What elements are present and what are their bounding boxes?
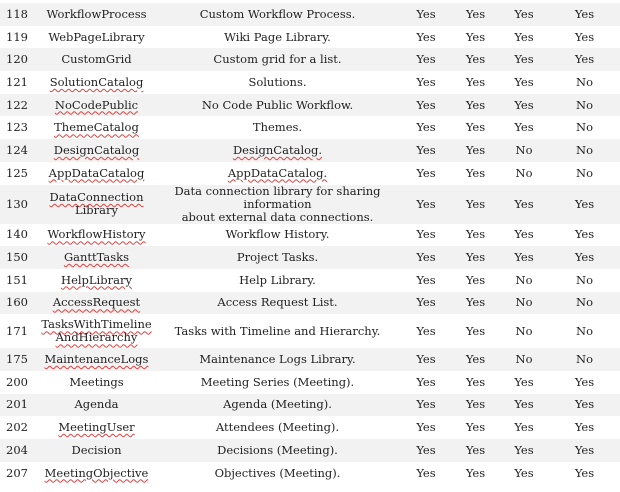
- row-flag-4: No: [576, 165, 593, 180]
- row-id: 151: [6, 272, 28, 287]
- row-description: Custom grid for a list.: [213, 52, 342, 67]
- table-row: [0, 314, 620, 348]
- row-flag-1: Yes: [416, 74, 436, 89]
- row-flag-4: Yes: [574, 227, 595, 242]
- row-flag-4: Yes: [574, 420, 595, 435]
- table-row: [0, 3, 620, 26]
- row-flag-3: Yes: [514, 227, 534, 242]
- row-flag-4: No: [576, 74, 593, 89]
- row-description: [155, 185, 400, 224]
- row-name: CustomGrid: [61, 52, 132, 67]
- row-flag-1: Yes: [416, 6, 436, 21]
- row-flag-1: Yes: [416, 196, 436, 211]
- row-description: Workflow History.: [225, 227, 330, 242]
- row-flag-1: Yes: [416, 420, 436, 435]
- row-flag-3: No: [515, 295, 533, 310]
- row-flag-2: Yes: [465, 352, 486, 367]
- row-flag-4: Yes: [574, 442, 595, 457]
- table-row: [0, 116, 620, 139]
- row-description: Meeting Series (Meeting).: [200, 374, 355, 389]
- row-flag-3: Yes: [514, 374, 534, 389]
- row-name: [38, 162, 155, 185]
- row-flag-2: Yes: [465, 165, 486, 180]
- row-name: [38, 269, 155, 292]
- row-flag-1: Yes: [416, 250, 436, 265]
- row-id: 140: [6, 227, 28, 242]
- row-description: Custom Workflow Process.: [199, 6, 356, 21]
- row-flag-4: No: [576, 142, 593, 157]
- row-name: [38, 416, 155, 439]
- row-flag-2: Yes: [465, 196, 486, 211]
- row-flag-4: No: [576, 272, 593, 287]
- row-flag-1: Yes: [416, 352, 436, 367]
- row-id: 123: [6, 120, 28, 135]
- row-name: [38, 139, 155, 162]
- row-name-text: AppDataCatalog: [48, 165, 145, 180]
- row-name: WebPageLibrary: [48, 29, 145, 44]
- row-name-text: HelpLibrary: [61, 272, 132, 287]
- row-name: [38, 224, 155, 247]
- row-name-text: DesignCatalog: [53, 142, 140, 157]
- row-name-text: ThemeCatalog: [54, 120, 139, 135]
- row-name-line-2: Library: [74, 203, 119, 217]
- row-id: 171: [6, 323, 28, 338]
- row-flag-1: Yes: [416, 465, 436, 480]
- row-name: [38, 462, 155, 485]
- row-flag-3: Yes: [514, 442, 534, 457]
- row-name: [38, 246, 155, 269]
- row-flag-1: Yes: [416, 120, 436, 135]
- table-row: [0, 439, 620, 462]
- row-flag-3: Yes: [514, 420, 534, 435]
- row-name-text: MeetingUser: [58, 420, 135, 435]
- row-flag-2: Yes: [465, 29, 486, 44]
- table-row: [0, 94, 620, 117]
- row-name-text: MaintenanceLogs: [44, 352, 149, 367]
- row-flag-4: Yes: [574, 250, 595, 265]
- row-description: Decisions (Meeting).: [217, 442, 338, 457]
- row-flag-2: Yes: [465, 465, 486, 480]
- table-row: [0, 462, 620, 485]
- table-row: [0, 292, 620, 315]
- row-id: 150: [6, 250, 28, 265]
- table-row: [0, 139, 620, 162]
- row-name: Agenda: [74, 397, 119, 412]
- row-id: 120: [6, 52, 28, 67]
- row-name-text: WorkflowHistory: [47, 227, 146, 242]
- row-flag-1: Yes: [416, 323, 436, 338]
- row-description: No Code Public Workflow.: [201, 97, 354, 112]
- row-name-text: AccessRequest: [52, 295, 141, 310]
- row-flag-3: Yes: [514, 74, 534, 89]
- row-flag-4: Yes: [574, 6, 595, 21]
- row-flag-3: Yes: [514, 465, 534, 480]
- row-id: 160: [6, 295, 28, 310]
- row-id: 124: [6, 142, 28, 157]
- row-flag-1: Yes: [416, 165, 436, 180]
- row-flag-2: Yes: [465, 397, 486, 412]
- row-name: [38, 348, 155, 371]
- row-description-line-1: Data connection library for sharing information: [174, 184, 381, 211]
- row-flag-4: No: [576, 352, 593, 367]
- row-description: Maintenance Logs Library.: [199, 352, 356, 367]
- row-flag-3: No: [515, 352, 533, 367]
- row-name-text: MeetingObjective: [44, 465, 149, 480]
- row-flag-3: Yes: [514, 52, 534, 67]
- row-name: [38, 71, 155, 94]
- row-flag-1: Yes: [416, 227, 436, 242]
- row-name-text: SolutionCatalog: [49, 74, 144, 89]
- row-flag-1: Yes: [416, 374, 436, 389]
- row-description: Tasks with Timeline and Hierarchy.: [174, 323, 381, 338]
- row-flag-1: Yes: [416, 442, 436, 457]
- row-id: 130: [6, 196, 28, 211]
- row-flag-4: Yes: [574, 465, 595, 480]
- row-flag-3: Yes: [514, 397, 534, 412]
- row-description-text: AppDataCatalog.: [227, 165, 328, 180]
- row-flag-1: Yes: [416, 142, 436, 157]
- row-flag-2: Yes: [465, 97, 486, 112]
- row-name-line-2: AndHierarchy: [55, 330, 138, 345]
- row-flag-2: Yes: [465, 142, 486, 157]
- row-id: 201: [6, 397, 28, 412]
- row-id: 204: [6, 442, 28, 457]
- row-description: Objectives (Meeting).: [214, 465, 341, 480]
- row-id: 118: [6, 6, 28, 21]
- table-row: [0, 269, 620, 292]
- row-flag-4: Yes: [574, 397, 595, 412]
- row-name-line-1: TasksWithTimeline: [41, 317, 152, 332]
- table-row: [0, 246, 620, 269]
- row-flag-4: No: [576, 323, 593, 338]
- row-name-text: GanttTasks: [63, 250, 130, 265]
- row-flag-1: Yes: [416, 52, 436, 67]
- row-flag-2: Yes: [465, 272, 486, 287]
- table-row: [0, 162, 620, 185]
- row-flag-2: Yes: [465, 227, 486, 242]
- row-description: Project Tasks.: [236, 250, 319, 265]
- table-row: [0, 348, 620, 371]
- row-name: [38, 116, 155, 139]
- table-row: [0, 224, 620, 247]
- row-flag-1: Yes: [416, 295, 436, 310]
- row-id: 207: [6, 465, 28, 480]
- row-description: Wiki Page Library.: [224, 29, 331, 44]
- row-flag-1: Yes: [416, 397, 436, 412]
- row-id: 175: [6, 352, 28, 367]
- row-flag-3: No: [515, 323, 533, 338]
- row-flag-2: Yes: [465, 250, 486, 265]
- row-description: Access Request List.: [217, 295, 338, 310]
- row-flag-1: Yes: [416, 97, 436, 112]
- row-flag-3: Yes: [514, 29, 534, 44]
- row-name: Meetings: [69, 374, 124, 389]
- table-row: [0, 394, 620, 417]
- table-row: [0, 185, 620, 224]
- row-description: [155, 162, 400, 185]
- row-flag-4: No: [576, 120, 593, 135]
- row-flag-2: Yes: [465, 74, 486, 89]
- row-flag-3: Yes: [514, 97, 534, 112]
- row-flag-4: No: [576, 97, 593, 112]
- row-name: [38, 94, 155, 117]
- row-flag-2: Yes: [465, 323, 486, 338]
- row-flag-3: Yes: [514, 250, 534, 265]
- row-description: Agenda (Meeting).: [223, 397, 332, 412]
- row-flag-4: Yes: [574, 196, 595, 211]
- table-row: [0, 416, 620, 439]
- row-flag-3: Yes: [514, 120, 534, 135]
- row-flag-2: Yes: [465, 420, 486, 435]
- row-description: Help Library.: [239, 272, 316, 287]
- row-flag-4: Yes: [574, 29, 595, 44]
- row-flag-2: Yes: [465, 442, 486, 457]
- row-description-line-2: about external data connections.: [181, 209, 374, 224]
- row-flag-2: Yes: [465, 120, 486, 135]
- row-description-text: DesignCatalog.: [232, 142, 323, 157]
- list-template-table: [0, 3, 620, 484]
- table-row: [0, 48, 620, 71]
- row-id: 121: [6, 74, 28, 89]
- row-id: 200: [6, 374, 28, 389]
- row-flag-4: Yes: [574, 374, 595, 389]
- table-row: [0, 26, 620, 49]
- row-id: 119: [6, 29, 28, 44]
- row-name: [38, 314, 155, 348]
- table-row: [0, 371, 620, 394]
- row-flag-1: Yes: [416, 272, 436, 287]
- row-flag-3: No: [515, 272, 533, 287]
- row-flag-1: Yes: [416, 29, 436, 44]
- row-flag-2: Yes: [465, 374, 486, 389]
- row-flag-3: Yes: [514, 196, 534, 211]
- row-name: Decision: [71, 442, 122, 457]
- row-name-line-1: DataConnection: [49, 190, 144, 204]
- row-id: 202: [6, 420, 28, 435]
- row-id: 125: [6, 165, 28, 180]
- row-name: WorkflowProcess: [46, 6, 147, 21]
- row-id: 122: [6, 97, 28, 112]
- row-flag-2: Yes: [465, 6, 486, 21]
- row-description: Themes.: [252, 120, 303, 135]
- row-name-text: NoCodePublic: [54, 97, 139, 112]
- row-flag-2: Yes: [465, 52, 486, 67]
- row-flag-3: Yes: [514, 6, 534, 21]
- row-description: [155, 139, 400, 162]
- row-description: Attendees (Meeting).: [215, 420, 340, 435]
- row-flag-3: No: [515, 165, 533, 180]
- row-name: [38, 292, 155, 315]
- row-name: [38, 185, 155, 224]
- row-flag-4: Yes: [574, 52, 595, 67]
- row-flag-4: No: [576, 295, 593, 310]
- row-description: Solutions.: [248, 74, 307, 89]
- row-flag-2: Yes: [465, 295, 486, 310]
- table-row: [0, 71, 620, 94]
- row-flag-3: No: [515, 142, 533, 157]
